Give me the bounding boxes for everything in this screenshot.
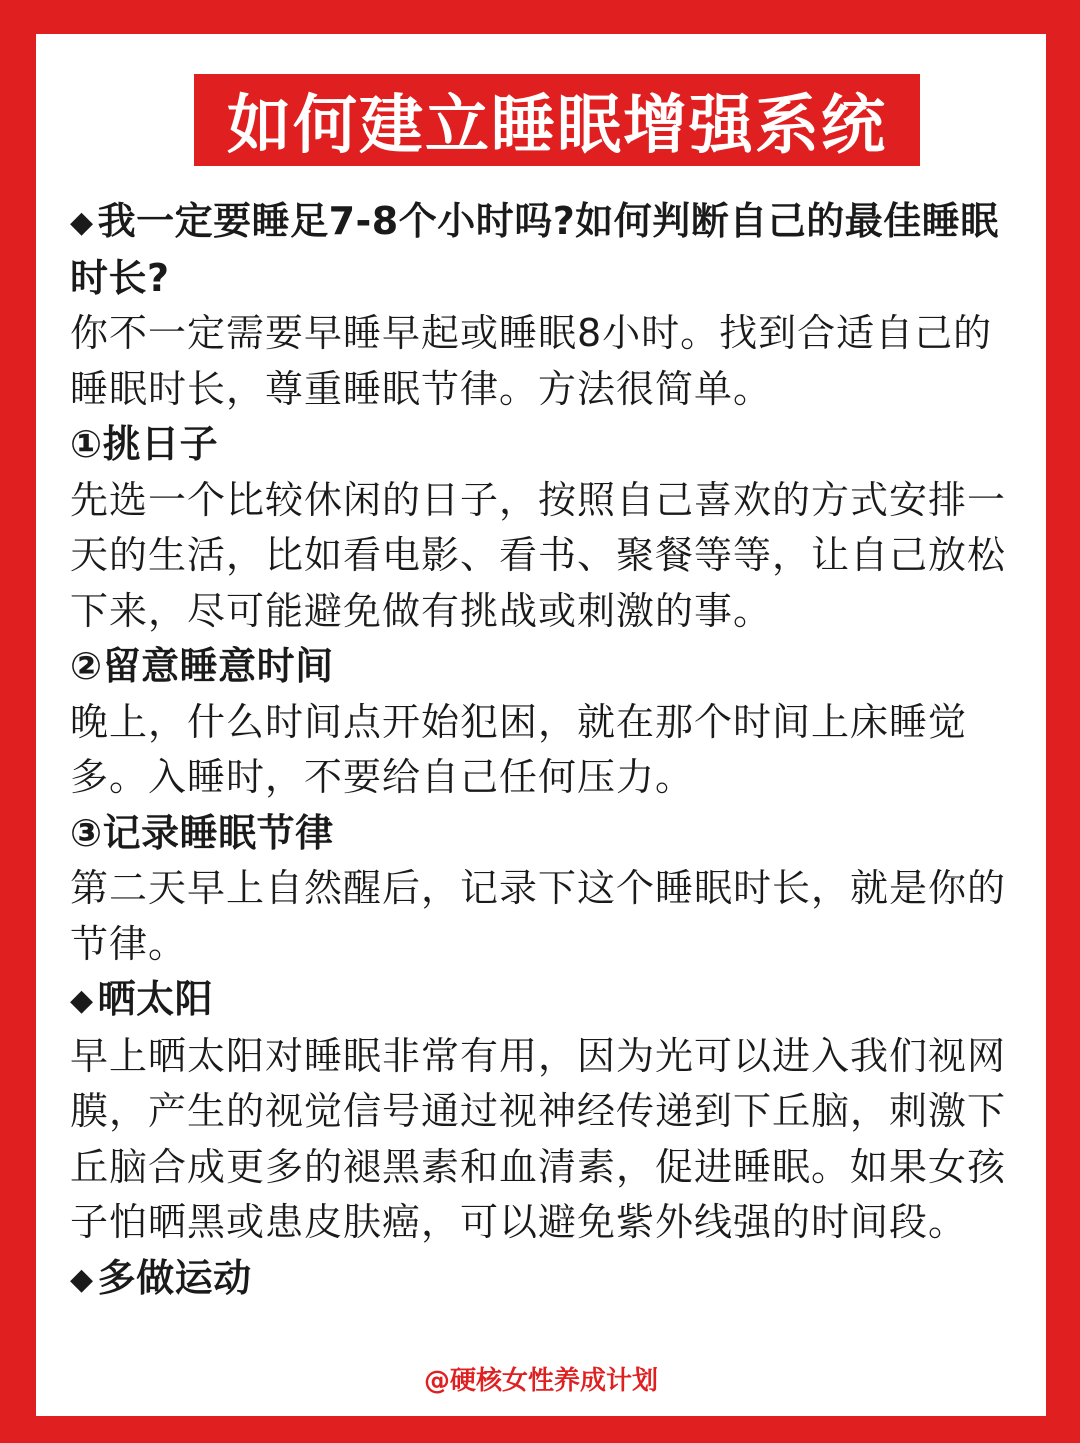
paragraph-sun: 早上晒太阳对睡眠非常有用，因为光可以进入我们视网膜，产生的视觉信号通过视神经传递到下丘脑，刺激下丘脑合成更多的褪黑素和血清素，促进睡眠。如果女孩子怕晒黑或患皮肤癌，可以避免紫外线强的时间段。 bbox=[70, 1033, 1007, 1244]
section-heading-step1: ①挑日子 bbox=[70, 422, 219, 466]
heading-text: 我一定要睡足7-8个小时吗?如何判断自己的最佳睡眠时长? bbox=[70, 199, 999, 300]
paragraph-step1: 先选一个比较休闲的日子，按照自己喜欢的方式安排一天的生活，比如看电影、看书、聚餐等等，让自己放松下来，尽可能避免做有挑战或刺激的事。 bbox=[70, 477, 1007, 633]
section-heading-step3: ③记录睡眠节律 bbox=[70, 810, 334, 855]
watermark-footer: @硬核女性养成计划 bbox=[423, 1366, 658, 1396]
section-heading-exercise bbox=[70, 1251, 1014, 1308]
diamond-bullet-icon: ◆ bbox=[70, 205, 94, 240]
heading-text: 晒太阳 bbox=[97, 977, 214, 1021]
paragraph-step3: 第二天早上自然醒后，记录下这个睡眠时长，就是你的节律。 bbox=[70, 866, 1007, 966]
section-heading-sun bbox=[70, 972, 1014, 1029]
page-title: 如何建立睡眠增强系统 bbox=[227, 89, 887, 163]
title-banner bbox=[194, 74, 920, 166]
section-heading-step2: ②留意睡意时间 bbox=[70, 644, 334, 688]
paragraph-step2: 晚上，什么时间点开始犯困，就在那个时间上床睡觉多。入睡时，不要给自己任何压力。 bbox=[70, 699, 968, 799]
content-card bbox=[36, 34, 1046, 1416]
diamond-bullet-icon: ◆ bbox=[70, 983, 94, 1018]
section-heading-q1 bbox=[70, 194, 1014, 306]
heading-text: 多做运动 bbox=[97, 1255, 252, 1300]
diamond-bullet-icon: ◆ bbox=[70, 1261, 94, 1297]
article-body bbox=[70, 194, 1014, 1307]
paragraph-q1: 你不一定需要早睡早起或睡眠8小时。找到合适自己的睡眠时长，尊重睡眠节律。方法很简单。 bbox=[70, 311, 993, 411]
